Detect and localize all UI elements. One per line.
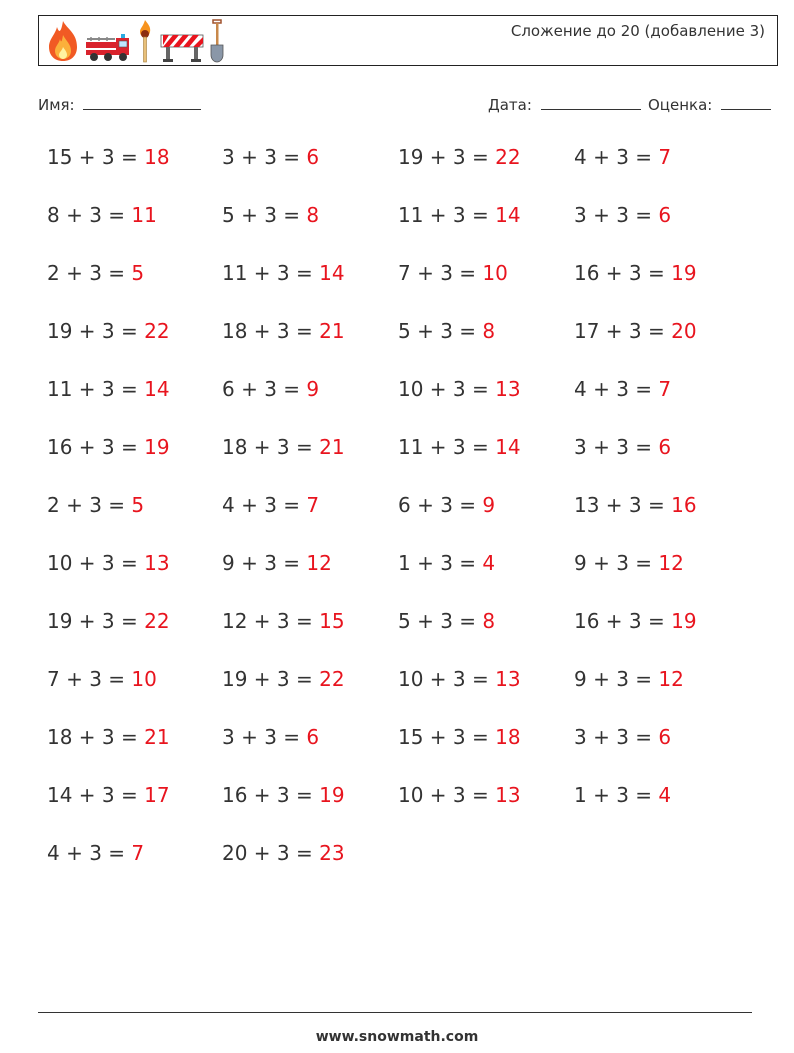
problem-answer: 8	[306, 203, 320, 227]
problem-item	[222, 203, 319, 227]
problem-question: 5 + 3 =	[398, 319, 483, 343]
problem-item	[222, 841, 345, 865]
problem-item	[398, 493, 495, 517]
problem-item	[222, 261, 345, 285]
problem-question: 9 + 3 =	[574, 667, 659, 691]
problem-question: 19 + 3 =	[398, 145, 496, 169]
problem-answer: 7	[658, 377, 672, 401]
problem-answer: 13	[495, 667, 521, 691]
problem-question: 4 + 3 =	[47, 841, 132, 865]
problem-answer: 23	[319, 841, 345, 865]
problem-item	[47, 435, 170, 459]
problem-row	[47, 435, 767, 493]
problem-item	[398, 145, 521, 169]
problem-question: 1 + 3 =	[398, 551, 483, 575]
problem-item	[574, 319, 697, 343]
problem-item	[398, 667, 521, 691]
problem-question: 5 + 3 =	[222, 203, 307, 227]
problem-question: 4 + 3 =	[574, 145, 659, 169]
problem-row	[47, 261, 767, 319]
problem-row	[47, 609, 767, 667]
shovel-icon	[209, 19, 225, 63]
problem-row	[47, 783, 767, 841]
problem-question: 18 + 3 =	[222, 435, 320, 459]
problem-row	[47, 551, 767, 609]
problem-answer: 21	[144, 725, 170, 749]
problem-question: 15 + 3 =	[398, 725, 496, 749]
problem-question: 3 + 3 =	[574, 203, 659, 227]
problem-item	[47, 203, 157, 227]
problem-question: 11 + 3 =	[398, 203, 496, 227]
problem-answer: 4	[658, 783, 672, 807]
name-line	[83, 95, 201, 110]
problem-answer: 19	[144, 435, 170, 459]
problem-answer: 11	[131, 203, 157, 227]
problem-answer: 14	[495, 435, 521, 459]
problem-item	[47, 725, 170, 749]
date-line	[541, 95, 641, 110]
problem-answer: 9	[482, 493, 496, 517]
problem-item	[574, 377, 671, 401]
problem-answer: 8	[482, 609, 496, 633]
problem-row	[47, 203, 767, 261]
date-label: Дата:	[488, 96, 532, 114]
problem-answer: 22	[144, 609, 170, 633]
problem-answer: 6	[658, 725, 672, 749]
problem-item	[47, 667, 157, 691]
problem-item	[222, 145, 319, 169]
problem-answer: 6	[306, 725, 320, 749]
match-icon	[135, 19, 155, 63]
problem-question: 10 + 3 =	[398, 377, 496, 401]
problem-grid	[47, 145, 767, 899]
fire-truck-icon	[85, 33, 131, 63]
problem-item	[398, 203, 521, 227]
problem-item	[574, 203, 671, 227]
problem-item	[222, 319, 345, 343]
problem-item	[47, 261, 144, 285]
problem-answer: 14	[319, 261, 345, 285]
problem-answer: 18	[495, 725, 521, 749]
problem-item	[398, 319, 495, 343]
problem-question: 2 + 3 =	[47, 493, 132, 517]
problem-item	[47, 319, 170, 343]
problem-item	[47, 377, 170, 401]
problem-item	[574, 435, 671, 459]
problem-item	[574, 725, 671, 749]
problem-answer: 16	[671, 493, 697, 517]
problem-question: 19 + 3 =	[222, 667, 320, 691]
date-field[interactable]	[488, 95, 641, 114]
problem-item	[574, 667, 684, 691]
problem-answer: 19	[319, 783, 345, 807]
problem-answer: 22	[495, 145, 521, 169]
problem-question: 20 + 3 =	[222, 841, 320, 865]
problem-answer: 7	[658, 145, 672, 169]
problem-question: 5 + 3 =	[398, 609, 483, 633]
problem-answer: 14	[495, 203, 521, 227]
problem-item	[574, 145, 671, 169]
problem-item	[574, 261, 697, 285]
problem-answer: 6	[306, 145, 320, 169]
problem-question: 4 + 3 =	[222, 493, 307, 517]
problem-answer: 19	[671, 609, 697, 633]
problem-item	[574, 783, 671, 807]
problem-answer: 13	[495, 783, 521, 807]
problem-question: 7 + 3 =	[398, 261, 483, 285]
problem-answer: 7	[306, 493, 320, 517]
problem-item	[222, 493, 319, 517]
problem-item	[47, 609, 170, 633]
problem-item	[222, 725, 319, 749]
problem-item	[47, 493, 144, 517]
problem-answer: 9	[306, 377, 320, 401]
problem-answer: 18	[144, 145, 170, 169]
problem-question: 4 + 3 =	[574, 377, 659, 401]
problem-row	[47, 319, 767, 377]
problem-item	[222, 551, 332, 575]
name-field[interactable]	[38, 95, 201, 114]
problem-answer: 21	[319, 319, 345, 343]
problem-item	[222, 783, 345, 807]
problem-question: 16 + 3 =	[47, 435, 145, 459]
problem-answer: 15	[319, 609, 345, 633]
fire-icon	[45, 19, 81, 63]
problem-question: 6 + 3 =	[398, 493, 483, 517]
road-barrier-icon	[159, 31, 205, 63]
problem-item	[398, 783, 521, 807]
problem-question: 19 + 3 =	[47, 609, 145, 633]
problem-question: 6 + 3 =	[222, 377, 307, 401]
name-label: Имя:	[38, 96, 75, 114]
problem-answer: 12	[658, 551, 684, 575]
problem-question: 3 + 3 =	[222, 725, 307, 749]
problem-row	[47, 841, 767, 899]
problem-question: 13 + 3 =	[574, 493, 672, 517]
problem-answer: 5	[131, 261, 145, 285]
header-box	[38, 15, 778, 66]
problem-answer: 17	[144, 783, 170, 807]
problem-question: 11 + 3 =	[222, 261, 320, 285]
problem-question: 12 + 3 =	[222, 609, 320, 633]
problem-item	[574, 551, 684, 575]
problem-answer: 12	[306, 551, 332, 575]
problem-answer: 10	[131, 667, 157, 691]
grade-field[interactable]	[648, 95, 771, 114]
problem-item	[398, 261, 508, 285]
grade-line	[721, 95, 771, 110]
problem-question: 16 + 3 =	[222, 783, 320, 807]
problem-question: 11 + 3 =	[47, 377, 145, 401]
problem-answer: 10	[482, 261, 508, 285]
header-icons	[45, 19, 225, 63]
problem-answer: 12	[658, 667, 684, 691]
problem-answer: 21	[319, 435, 345, 459]
problem-answer: 4	[482, 551, 496, 575]
grade-label: Оценка:	[648, 96, 713, 114]
problem-item	[398, 725, 521, 749]
problem-item	[47, 551, 170, 575]
problem-item	[222, 377, 319, 401]
problem-answer: 19	[671, 261, 697, 285]
problem-question: 2 + 3 =	[47, 261, 132, 285]
problem-item	[398, 551, 495, 575]
problem-question: 15 + 3 =	[47, 145, 145, 169]
problem-question: 11 + 3 =	[398, 435, 496, 459]
problem-question: 9 + 3 =	[222, 551, 307, 575]
problem-answer: 6	[658, 203, 672, 227]
problem-question: 3 + 3 =	[222, 145, 307, 169]
problem-question: 3 + 3 =	[574, 725, 659, 749]
problem-question: 19 + 3 =	[47, 319, 145, 343]
problem-question: 8 + 3 =	[47, 203, 132, 227]
problem-item	[47, 841, 144, 865]
problem-question: 10 + 3 =	[398, 783, 496, 807]
problem-question: 9 + 3 =	[574, 551, 659, 575]
problem-answer: 22	[144, 319, 170, 343]
problem-row	[47, 493, 767, 551]
problem-answer: 14	[144, 377, 170, 401]
problem-answer: 20	[671, 319, 697, 343]
problem-item	[398, 377, 521, 401]
problem-question: 18 + 3 =	[47, 725, 145, 749]
problem-item	[222, 609, 345, 633]
problem-answer: 22	[319, 667, 345, 691]
problem-item	[398, 609, 495, 633]
worksheet-title: Сложение до 20 (добавление 3)	[510, 22, 765, 40]
footer-site: www.snowmath.com	[315, 1029, 479, 1045]
problem-answer: 7	[131, 841, 145, 865]
problem-row	[47, 377, 767, 435]
problem-row	[47, 145, 767, 203]
problem-item	[574, 493, 697, 517]
problem-answer: 6	[658, 435, 672, 459]
problem-item	[222, 667, 345, 691]
problem-row	[47, 725, 767, 783]
problem-answer: 5	[131, 493, 145, 517]
problem-question: 17 + 3 =	[574, 319, 672, 343]
problem-question: 16 + 3 =	[574, 261, 672, 285]
problem-answer: 13	[144, 551, 170, 575]
problem-answer: 8	[482, 319, 496, 343]
problem-row	[47, 667, 767, 725]
problem-item	[47, 145, 170, 169]
footer-divider	[38, 1012, 752, 1013]
problem-item	[47, 783, 170, 807]
problem-question: 18 + 3 =	[222, 319, 320, 343]
problem-answer: 13	[495, 377, 521, 401]
problem-question: 1 + 3 =	[574, 783, 659, 807]
problem-item	[574, 609, 697, 633]
problem-question: 16 + 3 =	[574, 609, 672, 633]
problem-question: 14 + 3 =	[47, 783, 145, 807]
problem-question: 10 + 3 =	[47, 551, 145, 575]
problem-question: 10 + 3 =	[398, 667, 496, 691]
problem-question: 3 + 3 =	[574, 435, 659, 459]
problem-question: 7 + 3 =	[47, 667, 132, 691]
problem-item	[398, 435, 521, 459]
problem-item	[222, 435, 345, 459]
